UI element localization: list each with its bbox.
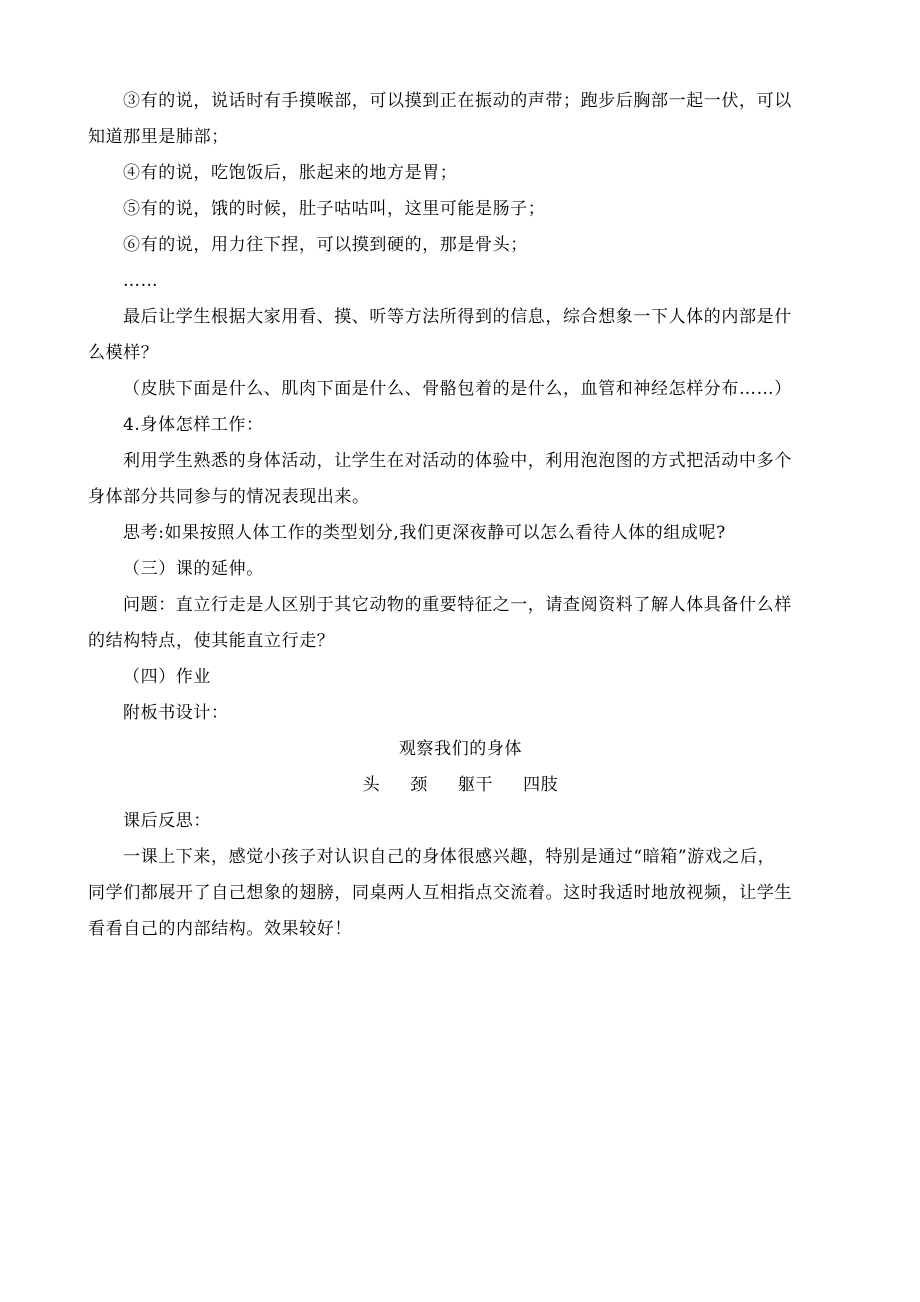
board-part: 颈 [410,775,428,795]
question-list: （皮肤下面是什么、肌肉下面是什么、骨骼包着的是什么，血管和神经怎样分布……） [123,379,792,399]
reflection-line-1: 一课上下来，感觉小孩子对认识自己的身体很感兴趣，特别是通过“暗箱”游戏之后， [123,847,776,867]
summary-line-1: 最后让学生根据大家用看、摸、听等方法所得到的信息，综合想象一下人体的内部是什 [123,307,792,327]
reflection-line-2: 同学们都展开了自己想象的翅膀，同桌两人互相指点交流着。这时我适时地放视频，让学生 [88,883,792,903]
reflection-line-3: 看看自己的内部结构。效果较好！ [88,919,352,939]
board-parts [88,773,833,797]
activity-line-2: 身体部分共同参与的情况表现出来。 [88,487,370,507]
board-design-label: 附板书设计： [123,703,229,723]
board-title: 观察我们的身体 [398,739,523,759]
board-part: 头 [362,775,381,795]
problem-line-1: 问题：直立行走是人区别于其它动物的重要特征之一，请查阅资料了解人体具备什么样 [123,595,792,615]
section-heading-4: 4.身体怎样工作： [123,415,264,435]
problem-line-2: 的结构特点，使其能直立行走？ [88,631,335,651]
thinking-question: 思考:如果按照人体工作的类型划分,我们更深夜静可以怎么看待人体的组成呢? [123,523,726,543]
activity-line-1: 利用学生熟悉的身体活动，让学生在对活动的体验中，利用泡泡图的方式把活动中多个 [123,451,792,471]
item-4: ④有的说，吃饱饭后，胀起来的地方是胃； [123,163,458,183]
ellipsis: …… [123,271,159,291]
item-3-line-2: 知道那里是肺部； [88,127,229,147]
board-part: 躯干 [457,775,494,795]
section-homework: （四）作业 [123,667,211,687]
section-extension: （三）课的延伸。 [123,559,264,579]
board-part: 四肢 [523,775,559,795]
reflection-label: 课后反思： [123,811,211,831]
item-3-line-1: ③有的说，说话时有手摸喉部，可以摸到正在振动的声带；跑步后胸部一起一伏，可以 [123,91,792,111]
item-6: ⑥有的说，用力往下捏，可以摸到硬的，那是骨头； [123,235,528,255]
item-5: ⑤有的说，饿的时候，肚子咕咕叫，这里可能是肠子； [123,199,546,219]
summary-line-2: 么模样？ [88,343,159,363]
